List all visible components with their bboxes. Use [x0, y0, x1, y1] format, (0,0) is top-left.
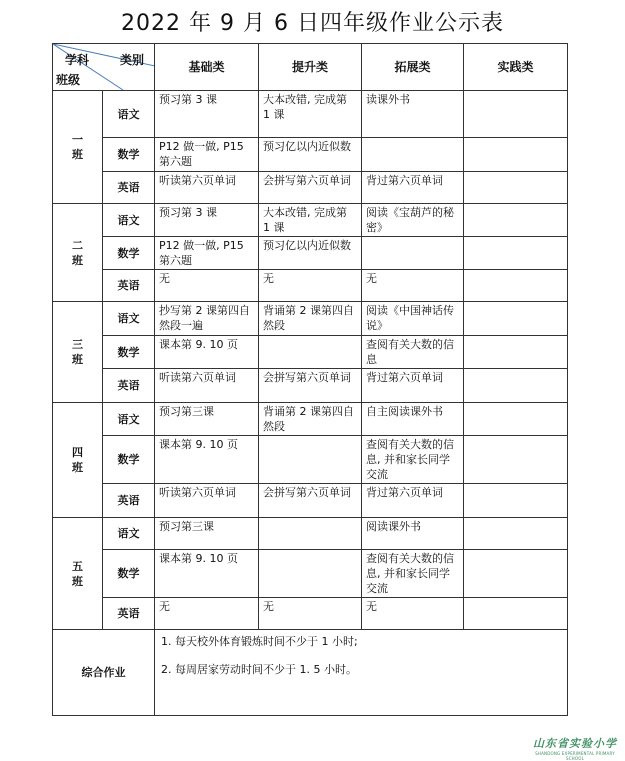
header-row [53, 44, 568, 91]
class-name-cell [53, 518, 103, 630]
homework-cell [464, 91, 568, 138]
homework-cell [362, 237, 464, 270]
class-name-cell [53, 302, 103, 403]
homework-cell: 课本第 9. 10 页 [155, 336, 259, 369]
homework-cell: 阅读课外书 [362, 518, 464, 550]
table-row [53, 204, 568, 237]
homework-cell: 无 [362, 598, 464, 630]
class-name-char: 四 [72, 446, 83, 459]
class-name-char: 班 [72, 461, 83, 474]
table-row [53, 550, 568, 598]
table-row [53, 237, 568, 270]
homework-cell: 自主阅读课外书 [362, 403, 464, 436]
table-row [53, 436, 568, 484]
diagonal-header-cell [53, 44, 155, 91]
class-name-char: 班 [72, 574, 83, 588]
table-row [53, 598, 568, 630]
class-name-char: 班 [72, 148, 83, 161]
subject-cell: 数学 [103, 436, 155, 484]
general-homework-row [53, 630, 568, 716]
table-row [53, 302, 568, 336]
homework-cell: 预习第三课 [155, 403, 259, 436]
homework-cell: 预习第三课 [155, 518, 259, 550]
school-logo-name: 山东省实验小学 [533, 737, 617, 750]
homework-cell: 背诵第 2 课第四自然段 [259, 302, 362, 336]
homework-cell: 会拼写第六页单词 [259, 172, 362, 204]
table-row [53, 138, 568, 172]
homework-cell: 听读第六页单词 [155, 484, 259, 518]
subject-cell: 语文 [103, 302, 155, 336]
class-name-cell [53, 204, 103, 302]
homework-cell: 预习亿以内近似数 [259, 138, 362, 172]
subject-cell: 语文 [103, 204, 155, 237]
class-name-char: 二 [72, 238, 83, 252]
class-axis-label: 班级 [56, 73, 81, 87]
class-name-cell [53, 403, 103, 518]
table-row [53, 484, 568, 518]
homework-cell: 背过第六页单词 [362, 369, 464, 403]
table-row [53, 518, 568, 550]
table-row [53, 91, 568, 138]
homework-cell: 听读第六页单词 [155, 172, 259, 204]
subject-axis-label: 学科 [65, 53, 90, 67]
general-homework-body [155, 630, 568, 716]
homework-cell: P12 做一做, P15 第六题 [155, 138, 259, 172]
class-name-char: 一 [72, 133, 83, 146]
page-title: 2022 年 9 月 6 日四年级作业公示表 [121, 11, 504, 36]
homework-cell [259, 518, 362, 550]
homework-cell [464, 204, 568, 237]
homework-cell: 预习第 3 课 [155, 91, 259, 138]
homework-cell: 大本改错, 完成第 1 课 [259, 204, 362, 237]
class-name-char: 五 [72, 559, 83, 573]
homework-cell: 课本第 9. 10 页 [155, 436, 259, 484]
homework-cell [464, 270, 568, 302]
homework-cell: 背过第六页单词 [362, 172, 464, 204]
homework-cell [464, 403, 568, 436]
homework-cell: 预习亿以内近似数 [259, 237, 362, 270]
subject-cell: 英语 [103, 172, 155, 204]
homework-cell: P12 做一做, P15 第六题 [155, 237, 259, 270]
homework-cell [464, 302, 568, 336]
homework-cell: 读课外书 [362, 91, 464, 138]
homework-cell: 无 [259, 598, 362, 630]
homework-cell [464, 436, 568, 484]
homework-cell: 预习第 3 课 [155, 204, 259, 237]
subject-cell: 数学 [103, 550, 155, 598]
general-homework-label: 综合作业 [53, 630, 155, 716]
subject-cell: 英语 [103, 598, 155, 630]
subject-cell: 数学 [103, 138, 155, 172]
homework-cell: 无 [155, 598, 259, 630]
subject-cell: 语文 [103, 518, 155, 550]
homework-cell [464, 550, 568, 598]
class-name-cell [53, 91, 103, 204]
homework-cell: 课本第 9. 10 页 [155, 550, 259, 598]
class-name-char: 班 [72, 253, 83, 267]
homework-cell [259, 336, 362, 369]
category-axis-label: 类别 [119, 53, 144, 67]
homework-cell: 查阅有关大数的信息, 并和家长同学交流 [362, 436, 464, 484]
table-row [53, 172, 568, 204]
category-header: 拓展类 [362, 44, 464, 91]
homework-cell: 阅读《宝葫芦的秘密》 [362, 204, 464, 237]
homework-cell [464, 336, 568, 369]
category-header: 基础类 [155, 44, 259, 91]
homework-cell: 查阅有关大数的信息, 并和家长同学交流 [362, 550, 464, 598]
table-row [53, 336, 568, 369]
homework-cell: 查阅有关大数的信息 [362, 336, 464, 369]
category-header: 提升类 [259, 44, 362, 91]
general-homework-item: 1. 每天校外体育锻炼时间不少于 1 小时; [161, 635, 358, 648]
subject-cell: 数学 [103, 336, 155, 369]
subject-cell: 英语 [103, 369, 155, 403]
homework-cell: 阅读《中国神话传说》 [362, 302, 464, 336]
subject-cell: 数学 [103, 237, 155, 270]
subject-cell: 语文 [103, 403, 155, 436]
class-name-char: 三 [72, 338, 83, 351]
table-row [53, 403, 568, 436]
homework-cell: 大本改错, 完成第 1 课 [259, 91, 362, 138]
homework-cell: 抄写第 2 课第四自然段一遍 [155, 302, 259, 336]
homework-cell [362, 138, 464, 172]
subject-cell: 英语 [103, 270, 155, 302]
homework-cell: 背过第六页单词 [362, 484, 464, 518]
homework-cell: 无 [259, 270, 362, 302]
homework-cell [259, 550, 362, 598]
table-row [53, 369, 568, 403]
subject-cell: 英语 [103, 484, 155, 518]
homework-cell: 听读第六页单词 [155, 369, 259, 403]
homework-cell [464, 518, 568, 550]
homework-cell [464, 237, 568, 270]
homework-cell: 背诵第 2 课第四自然段 [259, 403, 362, 436]
homework-cell: 无 [362, 270, 464, 302]
homework-cell [464, 369, 568, 403]
general-homework-item: 2. 每周居家劳动时间不少于 1. 5 小时。 [161, 663, 357, 676]
homework-cell [464, 484, 568, 518]
homework-cell: 会拼写第六页单词 [259, 369, 362, 403]
homework-cell [259, 436, 362, 484]
table-row [53, 270, 568, 302]
school-logo-english: SHANDONG EXPERIMENTAL PRIMARY SCHOOL [535, 751, 615, 761]
homework-cell: 会拼写第六页单词 [259, 484, 362, 518]
homework-cell: 无 [155, 270, 259, 302]
homework-cell [464, 598, 568, 630]
category-header: 实践类 [464, 44, 568, 91]
school-logo [527, 735, 623, 761]
class-name-char: 班 [72, 353, 83, 366]
homework-cell [464, 172, 568, 204]
homework-table [52, 43, 568, 716]
homework-cell [464, 138, 568, 172]
subject-cell: 语文 [103, 91, 155, 138]
